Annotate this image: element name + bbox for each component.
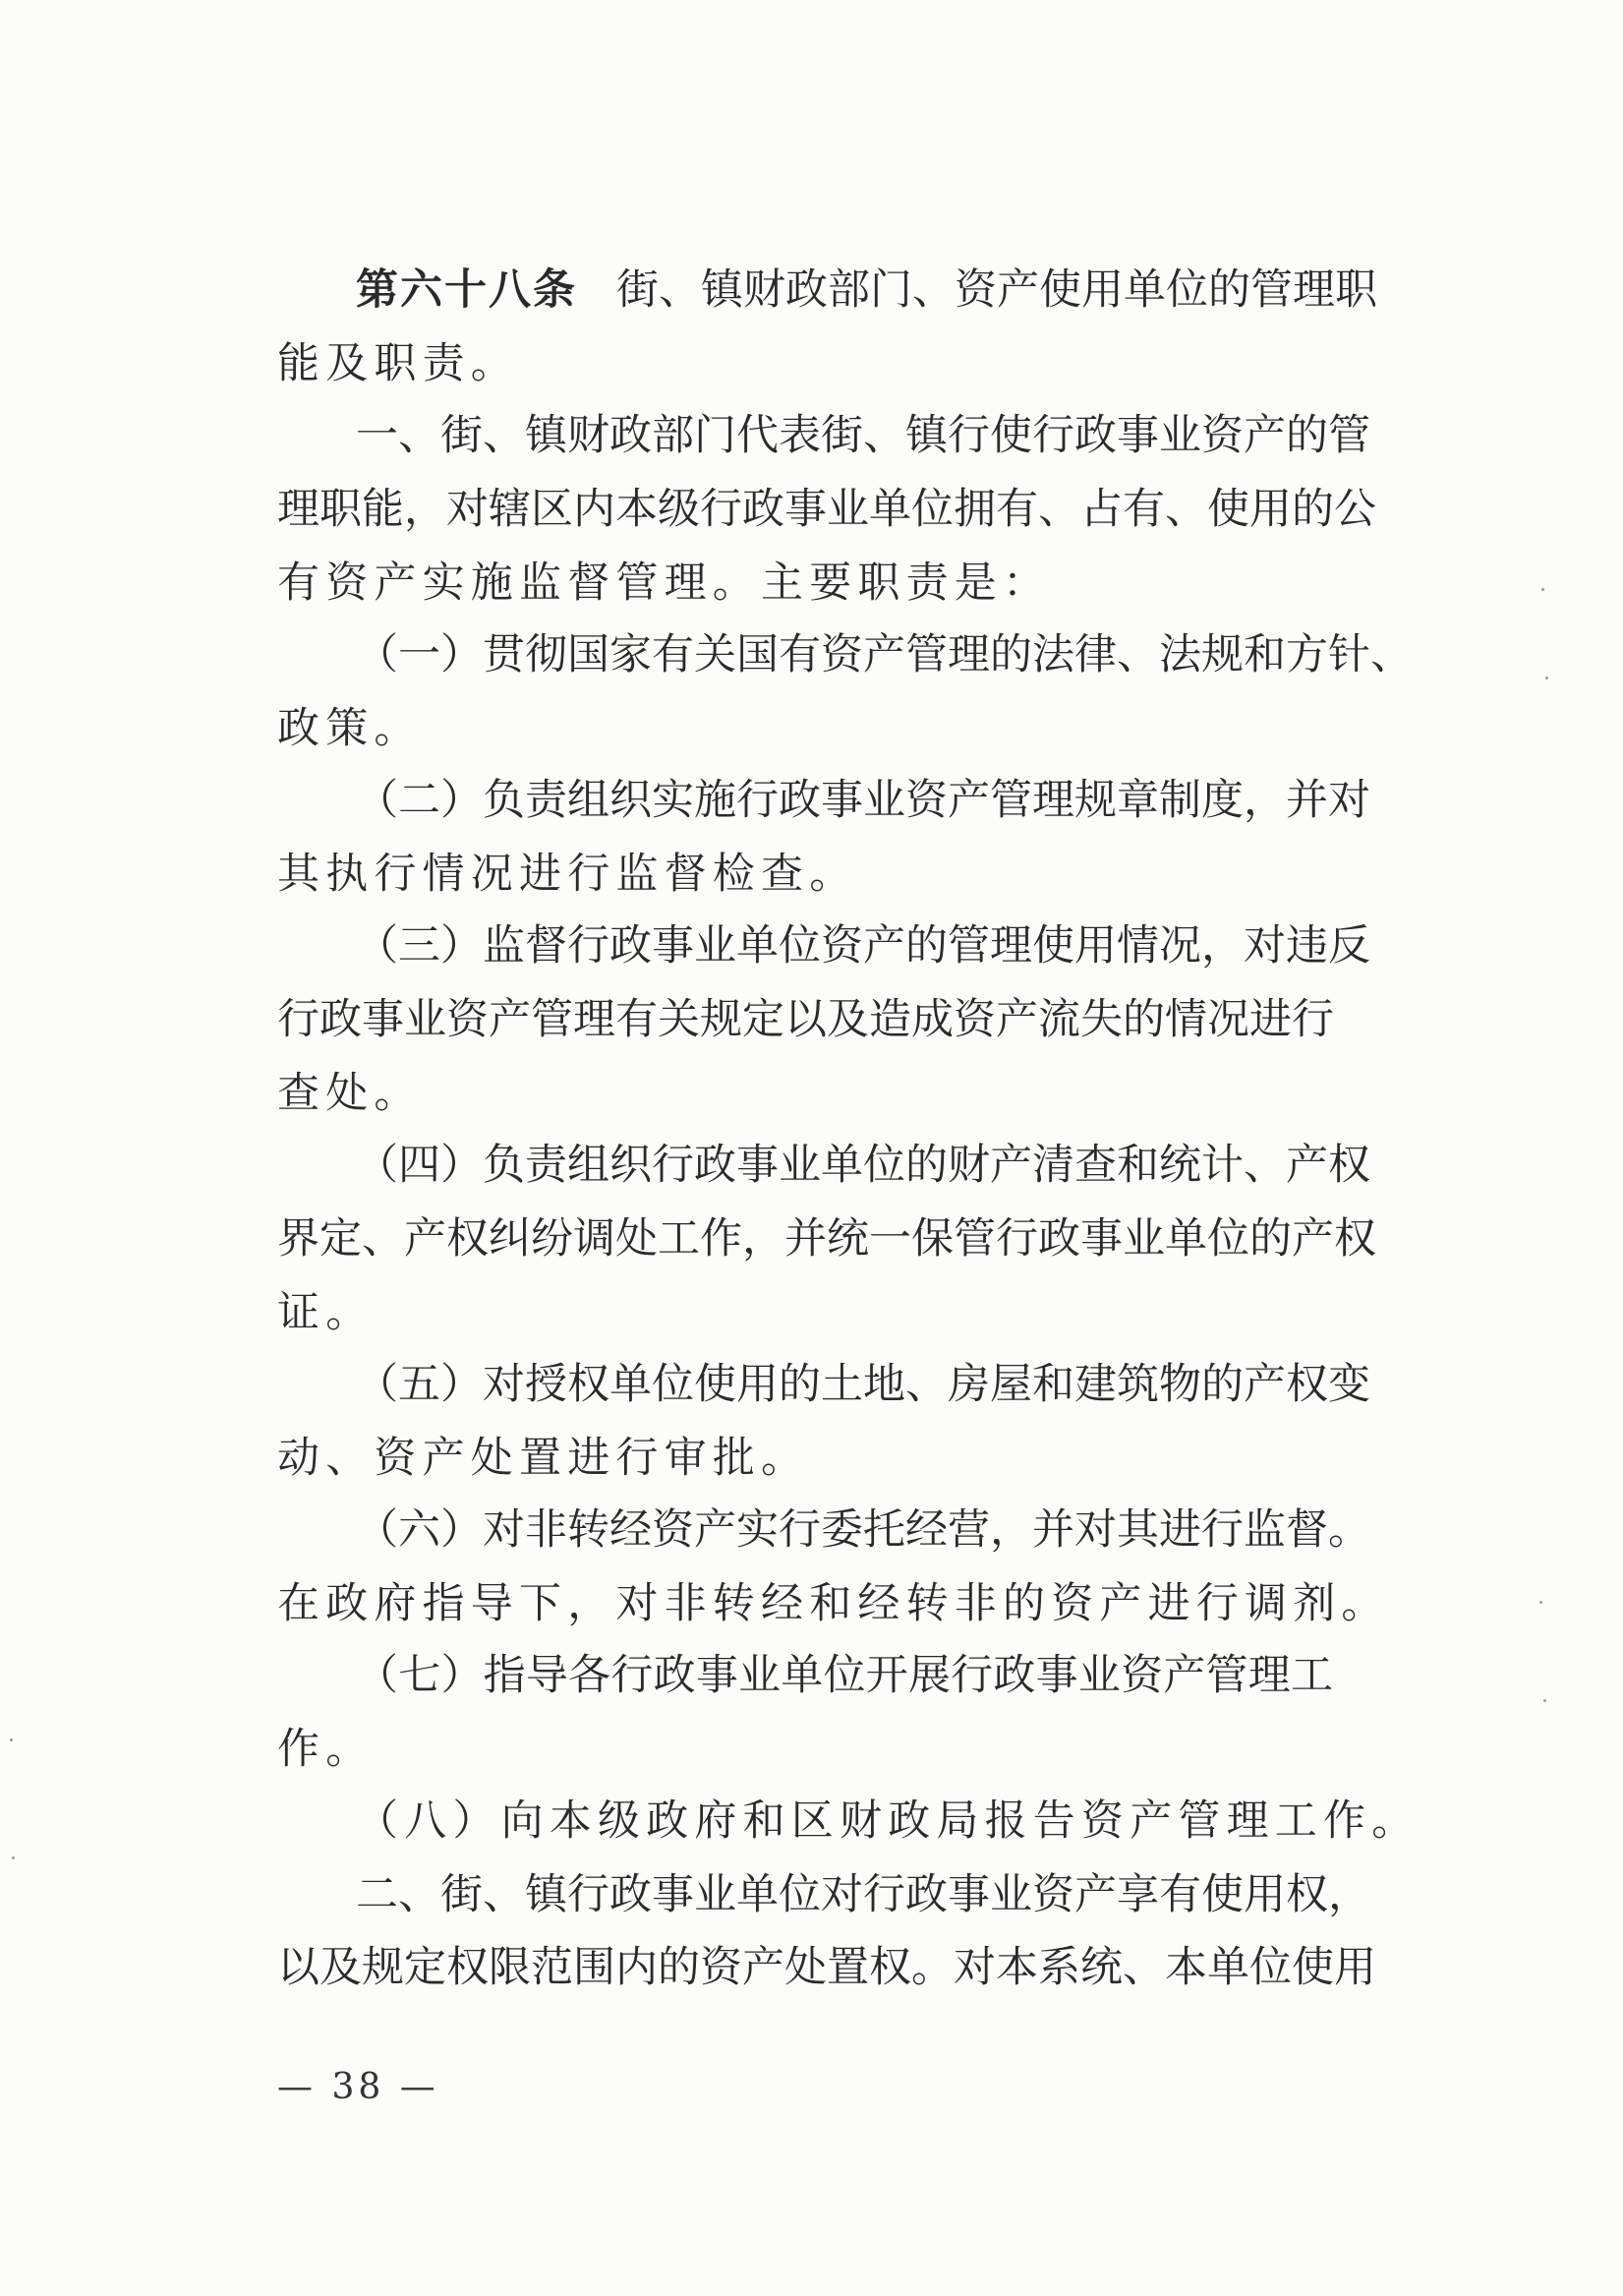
scan-speck: [12, 1856, 15, 1859]
list-item-line: 动、资产处置进行审批。: [277, 1434, 810, 1483]
list-item-line: （四）负责组织行政事业单位的财产清查和统计、产权: [356, 1141, 1370, 1190]
list-item-line: （一）贯彻国家有关国有资产管理的法律、法规和方针、: [356, 630, 1413, 679]
scan-speck: [10, 1738, 13, 1741]
article-heading-line: [356, 254, 1377, 326]
paragraph-line: 理职能，对辖区内本级行政事业单位拥有、占有、使用的公: [277, 485, 1376, 534]
list-item-line: （七）指导各行政事业单位开展行政事业资产管理工: [356, 1651, 1333, 1700]
list-item-line: （三）监督行政事业单位资产的管理使用情况，对违反: [356, 921, 1370, 971]
scan-speck: [1539, 1601, 1542, 1604]
list-item-line: （二）负责组织实施行政事业资产管理规章制度，并对: [356, 776, 1370, 825]
list-item-line: 其执行情况进行监督检查。: [277, 850, 858, 899]
scan-speck: [1543, 1699, 1546, 1702]
list-item-line: 政策。: [277, 704, 423, 753]
list-item-line: 查处。: [277, 1069, 423, 1118]
list-item-line: 在政府指导下，对非转经和经转非的资产进行调剂。: [277, 1579, 1390, 1628]
list-item-line: （八）向本级政府和区财政局报告资产管理工作。: [356, 1796, 1420, 1846]
paragraph-line: 有资产实施监督管理。主要职责是：: [277, 559, 1052, 608]
page-number: — 38 —: [277, 2067, 439, 2107]
list-item-line: 界定、产权纠纷调处工作，并统一保管行政事业单位的产权: [277, 1214, 1376, 1264]
list-item-line: （六）对非转经资产实行委托经营，并对其进行监督。: [356, 1505, 1370, 1555]
scan-speck: [1545, 677, 1548, 679]
scan-speck: [1541, 588, 1544, 591]
list-item-line: 行政事业资产管理有关规定以及造成资产流失的情况进行: [277, 995, 1334, 1044]
list-item-line: 作。: [277, 1725, 375, 1774]
article-heading-continuation: 能及职责。: [277, 339, 519, 388]
paragraph-line: 二、街、镇行政事业单位对行政事业资产享有使用权，: [356, 1870, 1370, 1919]
paragraph-line: 一、街、镇财政部门代表街、镇行使行政事业资产的管: [356, 411, 1370, 460]
list-item-line: （五）对授权单位使用的土地、房屋和建筑物的产权变: [356, 1360, 1370, 1409]
article-heading-text: 街、镇财政部门、资产使用单位的管理职: [616, 265, 1377, 315]
paragraph-line: 以及规定权限范围内的资产处置权。对本系统、本单位使用: [277, 1943, 1376, 1992]
list-item-line: 证。: [277, 1288, 375, 1337]
article-number: 第六十八条: [356, 265, 577, 315]
